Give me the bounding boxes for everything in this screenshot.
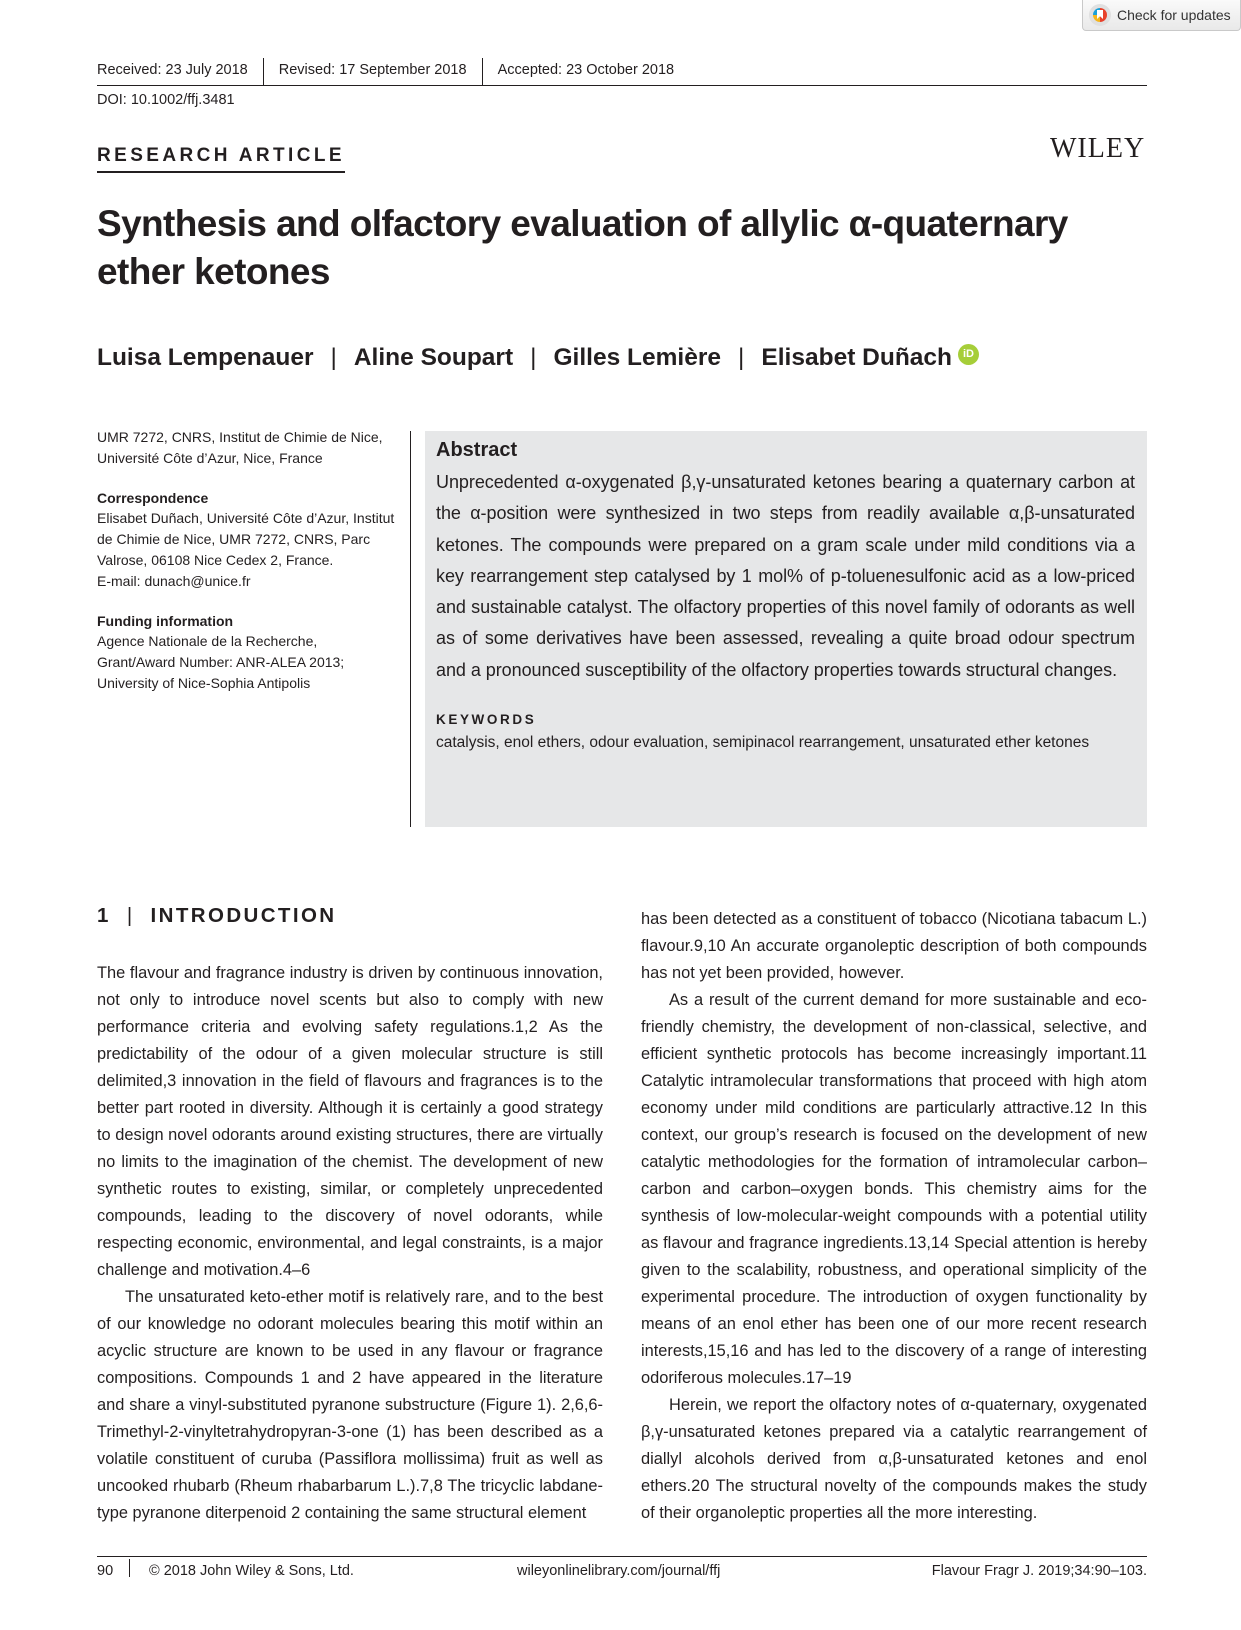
article-history [97, 58, 1147, 86]
abstract-text: Unprecedented α-oxygenated β,γ-unsaturated ketones bearing a quaternary carbon at the α-position were synthesized in two steps from readily available α,β-unsaturated ketones. The compounds were prepared on a gram scale under mild conditions via a key rearrangement step catalysed by 1 mol% of p-toluenesulfonic acid as a low-priced and sustainable catalyst. The olfactory properties of this novel family of odorants as well as of some derivatives have been assessed, revealing a quite broad odour spectrum and a pronounced susceptibility of the olfactory properties towards structural changes. [436, 472, 1135, 680]
correspondence-heading: Correspondence [97, 489, 209, 506]
sidebar-divider [410, 431, 411, 827]
article-info-sidebar [97, 427, 397, 713]
journal-url-link[interactable]: wileyonlinelibrary.com/journal/ffj [517, 1563, 721, 1579]
affiliation: UMR 7272, CNRS, Institut de Chimie de Nice, Université Côte d’Azur, Nice, France [97, 429, 383, 466]
correspondence-text: Elisabet Duñach, Université Côte d’Azur, Institut de Chimie de Nice, UMR 7272, CNRS, Parc Valrose, 06108 Nice Cedex 2, France. [97, 510, 395, 568]
body-column-left [97, 960, 603, 1527]
page-number: 90 [97, 1563, 114, 1579]
section-separator: | [126, 904, 135, 927]
keywords-text: catalysis, enol ethers, odour evaluation, semipinacol rearrangement, unsaturated ether ketones [436, 734, 1090, 752]
footer-divider [97, 1556, 1147, 1557]
author-separator: | [738, 344, 745, 371]
paragraph: As a result of the current demand for more sustainable and eco-friendly chemistry, the development of non-classical, selective, and efficient synthetic protocols has become increasingly important.11 Catalytic intramolecular transformations that proceed with high atom economy under mild conditions are particularly attractive.12 In this context, our group’s research is focused on the development of new catalytic methodologies for the formation of intramolecular carbon–carbon and carbon–oxygen bonds. This chemistry aims for the synthesis of low-molecular-weight compounds with a potential utility as flavour and fragrance ingredients.13,14 Special attention is hereby given to the scalability, robustness, and operational simplicity of the experimental procedure. The introduction of oxygen functionality by means of an enol ether has been one of our more recent research interests,15,16 and has led to the discovery of a range of interesting odoriferous molecules.17–19 [641, 991, 1147, 1387]
article-title: Synthesis and olfactory evaluation of allylic α-quaternary ether ketones [97, 203, 1068, 292]
journal-citation: Flavour Fragr J. 2019;34:90–103. [931, 1563, 1147, 1579]
accepted-date: Accepted: 23 October 2018 [482, 58, 690, 85]
crossmark-icon [1089, 4, 1111, 26]
author-name: Luisa Lempenauer [97, 344, 314, 371]
check-for-updates-button[interactable] [1082, 0, 1241, 31]
abstract-heading: Abstract [436, 439, 518, 461]
author-list [97, 344, 979, 372]
author-name: Gilles Lemière [553, 344, 722, 371]
section-title: INTRODUCTION [150, 904, 337, 927]
page-footer [97, 1559, 1147, 1583]
email-link[interactable]: E-mail: dunach@unice.fr [97, 572, 251, 589]
author-separator: | [330, 344, 337, 371]
keywords-heading: KEYWORDS [436, 712, 537, 728]
funding-heading: Funding information [97, 612, 234, 629]
footer-separator [129, 1559, 130, 1577]
author-separator: | [530, 344, 537, 371]
correspondence-block [97, 488, 397, 592]
abstract-box [425, 431, 1147, 827]
check-for-updates-label: Check for updates [1117, 7, 1231, 23]
doi: DOI: 10.1002/ffj.3481 [97, 92, 235, 108]
received-date: Received: 23 July 2018 [97, 62, 248, 78]
publisher-logo: WILEY [1050, 133, 1146, 164]
funding-text: Agence Nationale de la Recherche, Grant/Award Number: ANR-ALEA 2013; University of Nice-Sophia Antipolis [97, 633, 345, 691]
article-type: RESEARCH ARTICLE [97, 145, 345, 173]
paragraph: has been detected as a constituent of tobacco (Nicotiana tabacum L.) flavour.9,10 An accurate organoleptic description of both compounds has not yet been provided, however. [641, 910, 1147, 982]
paragraph: The flavour and fragrance industry is driven by continuous innovation, not only to introduce novel scents but also to comply with new performance criteria and evolving safety regulations.1,2 As the predictability of the odour of a given molecular structure is still delimited,3 innovation in the field of flavours and fragrances is to the better part rooted in diversity. Although it is certainly a good strategy to design novel odorants around existing structures, there are virtually no limits to the imagination of the chemist. The development of new synthetic routes to existing, similar, or completely unprecedented compounds, leading to the discovery of novel odorants, while respecting economic, environmental, and legal constraints, is a major challenge and motivation.4–6 [97, 964, 603, 1279]
section-number: 1 [97, 904, 111, 927]
orcid-icon[interactable]: iD [958, 344, 979, 365]
paragraph: Herein, we report the olfactory notes of α-quaternary, oxygenated β,γ-unsaturated ketones prepared via a catalytic rearrangement of diallyl alcohols derived from α,β-unsaturated ketones and enol ethers.20 The structural novelty of the compounds makes the study of their organoleptic properties all the more interesting. [641, 1396, 1147, 1522]
copyright: © 2018 John Wiley & Sons, Ltd. [149, 1563, 354, 1579]
author-name: Elisabet Duñach [761, 344, 952, 371]
body-column-right [641, 906, 1147, 1527]
author-name: Aline Soupart [353, 344, 514, 371]
funding-block [97, 611, 397, 694]
revised-date: Revised: 17 September 2018 [263, 58, 482, 85]
section-heading-introduction [97, 904, 337, 928]
paragraph: The unsaturated keto-ether motif is relatively rare, and to the best of our knowledge no odorant molecules bearing this motif within an acyclic structure are known to be used in any flavour or fragrance compositions. Compounds 1 and 2 have appeared in the literature and share a vinyl-substituted pyranone substructure (Figure 1). 2,6,6-Trimethyl-2-vinyltetrahydropyran-3-one (1) has been described as a volatile constituent of curuba (Passiflora mollissima) fruit as well as uncooked rhubarb (Rheum rhabarbarum L.).7,8 The tricyclic labdane-type pyranone diterpenoid 2 containing the same structural element [97, 1288, 603, 1522]
